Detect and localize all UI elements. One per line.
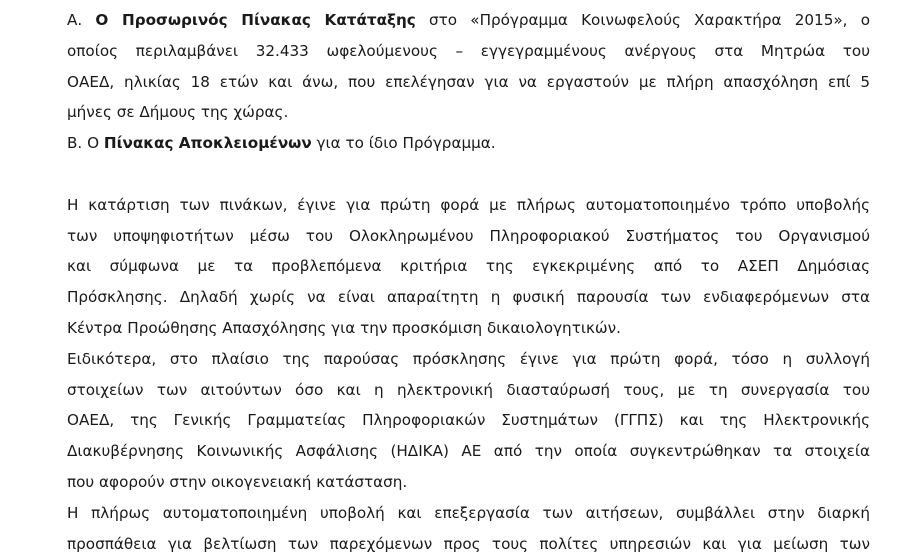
paragraph-3 [67,498,870,559]
paragraph-1-line: Πρόσκλησης. Δηλαδή χωρίς να είναι απαραίτητη η φυσική παρουσία των ενδιαφερόμενων στα [67,288,870,307]
paragraph-2-line: ΟΑΕΔ, της Γενικής Γραμματείας Πληροφοριακών Συστημάτων (ΓΓΠΣ) και της Ηλεκτρονικής [67,411,870,430]
paragraph-1-line: Η κατάρτιση των πινάκων, έγινε για πρώτη φορά με πλήρως αυτοματοποιημένο τρόπο υποβολής [67,195,870,214]
item-b-bold-title: Πίνακας Αποκλειομένων [103,134,312,153]
paragraph-2 [67,344,870,498]
item-a-prefix: Α. [67,11,96,29]
paragraph-spacer [67,159,870,190]
document-page [67,5,870,559]
paragraph-3-line: Η πλήρως αυτοματοποιημένη υποβολή και επεξεργασία των αιτήσεων, συμβάλλει στην διαρκή [67,503,870,522]
paragraph-1-line: και σύμφωνα με τα προβλεπόμενα κριτήρια της εγκεκριμένης από το ΑΣΕΠ Δημόσιας [67,257,870,276]
paragraph-2-line: που αφορούν στην οικογενειακή κατάσταση. [67,472,408,491]
item-b-prefix: Β. Ο [67,134,104,153]
paragraph-2-line: Διακυβέρνησης Κοινωνικής Ασφάλισης (ΗΔΙΚΑ) ΑΕ από την οποία συγκεντρώθηκαν τα στοιχεία [67,442,870,461]
item-a-line-1-rest: στο «Πρόγραμμα Κοινωφελούς Χαρακτήρα 2015», ο [415,11,870,29]
paragraph-1-line: των υποψηφιοτήτων μέσω του Ολοκληρωμένου Πληροφοριακού Συστήματος του Οργανισμού [67,226,870,245]
item-a-line-3: ΟΑΕΔ, ηλικίας 18 ετών και άνω, που επελέγησαν για να εργαστούν με πλήρη απασχόληση επί 5 [67,72,870,91]
item-a-line-1 [67,5,870,36]
paragraph-2-line: στοιχείων των αιτούντων όσο και η ηλεκτρονική διασταύρωσή τους, με τη συνεργασία του [67,380,870,399]
paragraph-2-line: Ειδικότερα, στο πλαίσιο της παρούσας πρόσκλησης έγινε για πρώτη φορά, τόσο η συλλογή [67,349,870,368]
paragraph-1-line: Κέντρα Προώθησης Απασχόλησης για την προσκόμιση δικαιολογητικών. [67,318,621,337]
item-a-line-2: οποίος περιλαμβάνει 32.433 ωφελούμενους – εγγεγραμμένους ανέργους στα Μητρώα του [67,41,870,60]
item-a-bold-title: Ο Προσωρινός Πίνακας Κατάταξης [95,11,416,29]
paragraph-1 [67,190,870,344]
item-b-line [67,128,870,159]
item-a-line-4: μήνες σε Δήμους της χώρας. [67,103,289,122]
paragraph-3-line: προσπάθεια για βελτίωση των παρεχόμενων προς τους πολίτες υπηρεσιών και για μείωση των [67,534,870,553]
item-b-rest: για το ίδιο Πρόγραμμα. [311,134,496,153]
